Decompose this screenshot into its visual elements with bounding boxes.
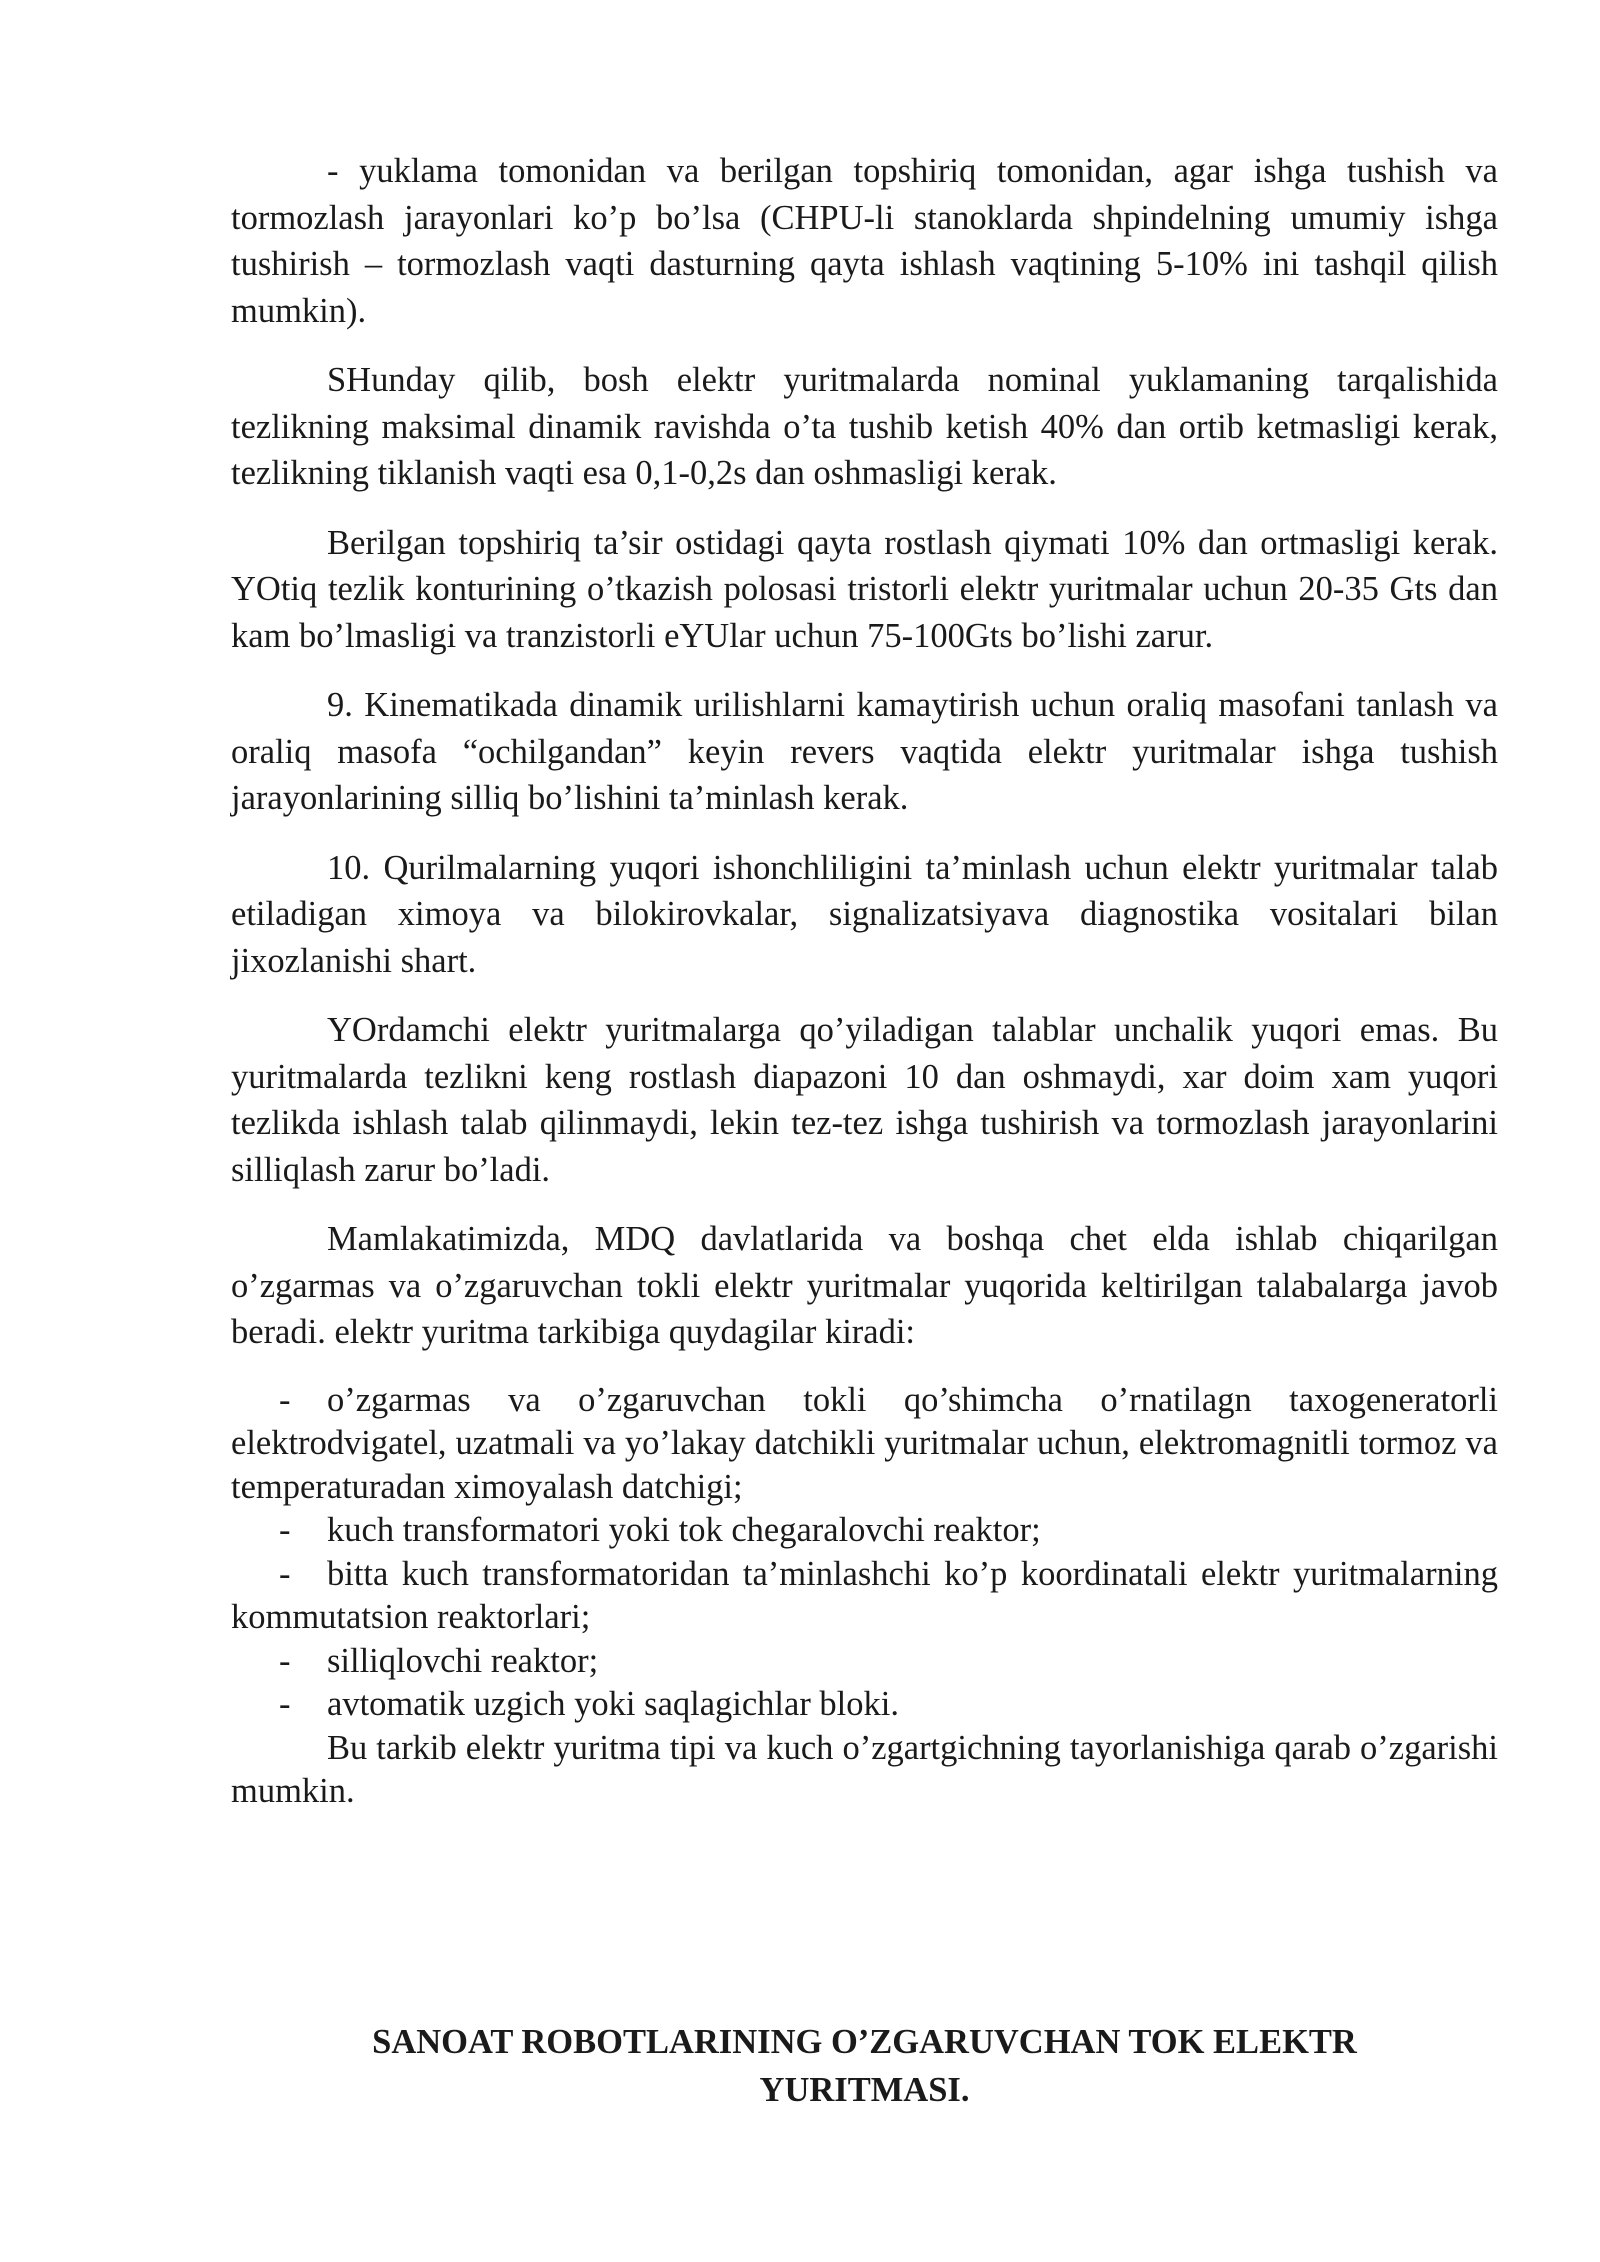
section-heading-line-2: YURITMASI. (759, 2071, 970, 2109)
paragraph-closing: Bu tarkib elektr yuritma tipi va kuch o’zgartgichning tayorlanishiga qarab o’zgarishi mumkin. (231, 1728, 1498, 1810)
list-dash: - (279, 1685, 291, 1723)
section-heading (231, 2018, 1498, 2114)
paragraph-regulation-value: Berilgan topshiriq ta’sir ostidagi qayta rostlash qiymati 10% dan ortmasligi kerak. YOtiq tezlik konturining o’tkazish polosasi tristorli elektr yuritmalar uchun 20-35 Gts dan kam bo’lmasligi va tranzistorli eYUlar uchun 75-100Gts bo’lishi zarur. (231, 523, 1498, 655)
list-item-text: bitta kuch transformatoridan ta’minlashchi ko’p koordinatali elektr yuritmalarning kommutatsion reaktorlari; (231, 1554, 1498, 1636)
list-dash: - (279, 1641, 291, 1680)
list-dash: - (279, 1511, 291, 1549)
list-dash: - (279, 1380, 291, 1419)
list-item (231, 1683, 1498, 1727)
list-item (231, 1553, 1498, 1640)
paragraph-item-10: 10. Qurilmalarning yuqori ishonchliligini ta’minlash uchun elektr yuritmalar talab etiladigan ximoya va bilokirovkalar, signalizatsiyava diagnostika vositalari bilan jixozlanishi shart. (231, 848, 1498, 980)
list-item-text: avtomatik uzgich yoki saqlagichlar bloki. (327, 1685, 899, 1723)
paragraph-auxiliary-drives: YOrdamchi elektr yuritmalarga qo’yiladigan talablar unchalik yuqori emas. Bu yuritmalarda tezlikni keng rostlash diapazoni 10 dan oshmaydi, xar doim xam yuqori tezlikda ishlash talab qilinmaydi, lekin tez-tez ishga tushirish va tormozlash jarayonlarini silliqlash zarur bo’ladi. (231, 1011, 1498, 1189)
section-heading-line-1: SANOAT ROBOTLARINING O’ZGARUVCHAN TOK ELEKTR (372, 2023, 1357, 2061)
document-body (231, 148, 1498, 1814)
paragraph-load-requirements: - yuklama tomonidan va berilgan topshiriq tomonidan, agar ishga tushish va tormozlash jarayonlari ko’p bo’lsa (CHPU-li stanoklarda shpindelning umumiy ishga tushirish – tormozlash vaqti dasturning qayta ishlash vaqtining 5-10% ini tashqil qilish mumkin). (231, 152, 1498, 330)
list-item-text: kuch transformatori yoki tok chegaralovchi reaktor; (327, 1511, 1041, 1549)
list-dash: - (279, 1554, 291, 1593)
composition-list (231, 1379, 1498, 1727)
paragraph-speed-dynamics: SHunday qilib, bosh elektr yuritmalarda nominal yuklamaning tarqalishida tezlikning maksimal dinamik ravishda o’ta tushib ketish 40% dan ortib ketmasligi kerak, tezlikning tiklanish vaqti esa 0,1-0,2s dan oshmasligi kerak. (231, 361, 1498, 492)
list-item (231, 1509, 1498, 1553)
list-item-text: o’zgarmas va o’zgaruvchan tokli qo’shimcha o’rnatilagn taxogeneratorli elektrodvigatel, uzatmali va yo’lakay datchikli yuritmalar uchun, elektromagnitli tormoz va temperaturadan ximoyalash datchigi; (231, 1380, 1498, 1506)
paragraph-item-9: 9. Kinematikada dinamik urilishlarni kamaytirish uchun oraliq masofani tanlash va oraliq masofa “ochilgandan” keyin revers vaqtida elektr yuritmalar ishga tushish jarayonlarining silliq bo’lishini ta’minlash kerak. (231, 686, 1498, 817)
list-item-text: silliqlovchi reaktor; (327, 1641, 599, 1680)
list-item (231, 1379, 1498, 1510)
list-item (231, 1640, 1498, 1684)
paragraph-drive-composition: Mamlakatimizda, MDQ davlatlarida va boshqa chet elda ishlab chiqarilgan o’zgarmas va o’zgaruvchan tokli elektr yuritmalar yuqorida keltirilgan talabalarga javob beradi. elektr yuritma tarkibiga quydagilar kiradi: (231, 1220, 1498, 1351)
